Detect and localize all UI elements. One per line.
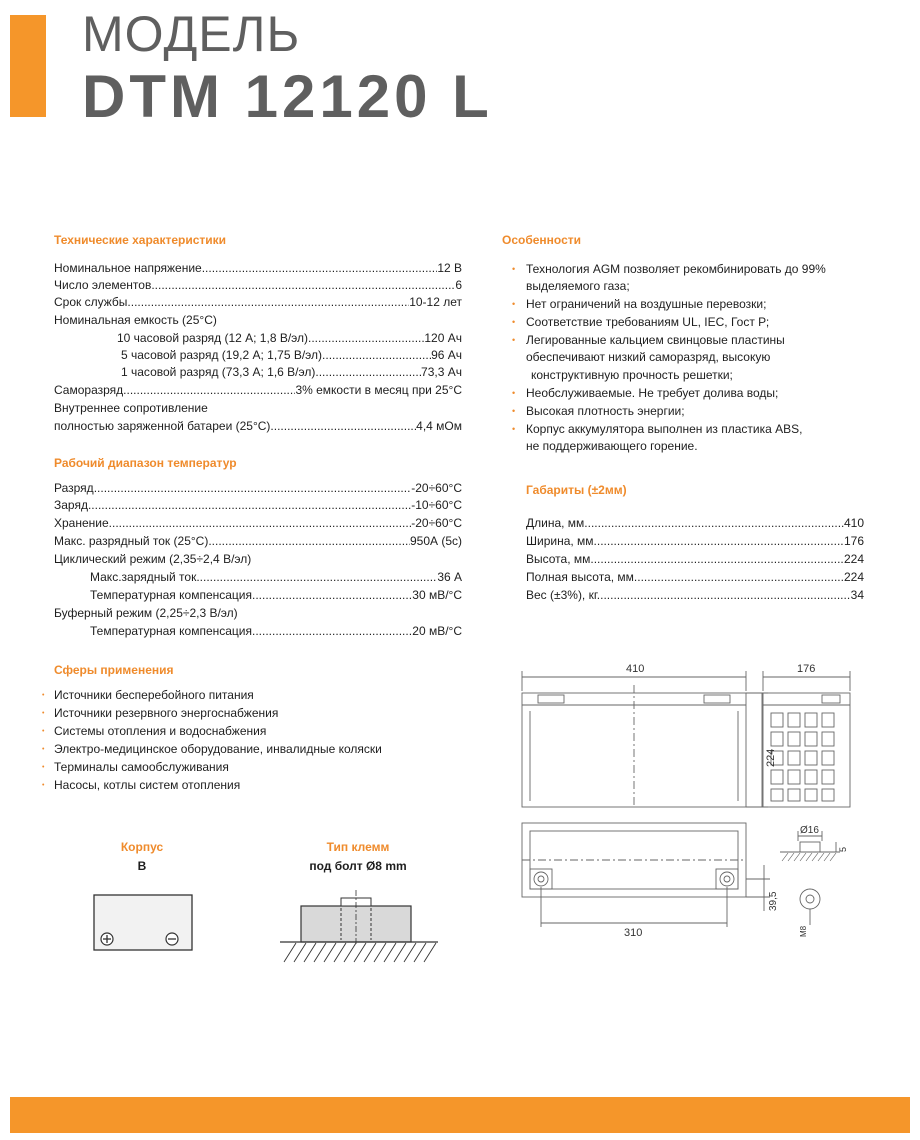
temp-value: 36 А: [437, 570, 462, 584]
side-view-ribs: [771, 713, 834, 801]
dim-spacing-label: 310: [624, 927, 643, 939]
temp-row: [54, 515, 462, 532]
temp-label: Температурная компенсация: [90, 588, 252, 602]
dim-row: [526, 569, 864, 586]
feature-item: • Соответствие требованиям UL, IEC, Гост Р;: [526, 314, 769, 331]
dim-label: Вес (±3%), кг.: [526, 588, 601, 602]
temp-label: Температурная компенсация: [90, 624, 252, 638]
dim-value: 224: [843, 570, 864, 584]
dim-terminal-diameter-label: Ø16: [800, 825, 819, 836]
spec-label: Номинальное напряжение: [54, 261, 202, 275]
temp-value: 20 мВ/°С: [412, 624, 462, 638]
temp-value: 30 мВ/°С: [412, 588, 462, 602]
spec-label: Срок службы: [54, 295, 128, 309]
dim-label: Ширина, мм.: [526, 534, 597, 548]
app-item: • Источники бесперебойного питания: [54, 687, 254, 704]
ground-hatch: [284, 943, 436, 962]
dim-terminal-depth-label: 5: [838, 846, 848, 852]
temp-row: [90, 623, 462, 640]
spec-row: [121, 347, 462, 364]
spec-label: Саморазряд: [54, 383, 124, 397]
temp-label: Хранение: [54, 516, 109, 530]
case-value: B: [137, 859, 147, 873]
app-item: • Источники резервного энергоснабжения: [54, 705, 278, 722]
temp-value: -20÷60°С: [411, 516, 462, 530]
spec-row: [121, 364, 462, 381]
app-item: • Насосы, котлы систем отопления: [54, 777, 240, 794]
dim-length-label: 410: [626, 663, 645, 675]
spec-value: 96 Ач: [431, 348, 462, 362]
feature-item-cont: не поддерживающего горение.: [526, 439, 698, 453]
spec-value: 3% емкости в месяц при 25°С: [295, 383, 462, 397]
apps-heading: Сферы применения: [54, 663, 174, 677]
spec-row: [117, 330, 462, 347]
temp-row: [90, 569, 462, 586]
temp-heading: Рабочий диапазон температур: [54, 456, 237, 470]
spec-label: 5 часовой разряд (19,2 А; 1,75 В/эл): [121, 348, 323, 362]
feature-item: • Нет ограничений на воздушные перевозки;: [526, 296, 766, 313]
feature-item: • Высокая плотность энергии;: [526, 403, 685, 420]
spec-value: 4,4 мОм: [416, 419, 462, 433]
spec-value: 73,3 Ач: [421, 365, 462, 379]
dim-label: Полная высота, мм.: [526, 570, 638, 584]
app-item: • Системы отопления и водоснабжения: [54, 723, 266, 740]
spec-row: [54, 260, 462, 277]
feature-item: • Корпус аккумулятора выполнен из пластика ABS,: [526, 421, 803, 438]
temp-label: Разряд: [54, 481, 94, 495]
capacity-heading: Номинальная емкость (25°С): [54, 313, 217, 327]
spec-label: Число элементов: [54, 278, 152, 292]
terminal-value: под болт Ø8 mm: [309, 859, 407, 873]
model-name: DTM 12120 L: [82, 63, 493, 130]
features-heading: Особенности: [502, 233, 582, 247]
dim-value: 34: [850, 588, 864, 602]
spec-row: [54, 382, 462, 399]
model-label: МОДЕЛЬ: [82, 6, 301, 62]
terminal-negative-icon: [720, 872, 734, 886]
feature-item: • Легированные кальцием свинцовые пластины: [526, 332, 785, 349]
spec-row: [54, 294, 462, 311]
temp-label: Заряд: [54, 498, 88, 512]
temp-value: -20÷60°С: [411, 481, 462, 495]
dim-value: 410: [843, 516, 864, 530]
dim-value: 224: [843, 552, 864, 566]
feature-item-cont: обеспечивают низкий саморазряд, высокую: [526, 350, 771, 364]
spec-label: полностью заряженной батареи (25°С): [54, 419, 271, 433]
temp-row: [54, 480, 462, 497]
spec-value: 120 Ач: [424, 331, 462, 345]
case-drawing: [90, 890, 200, 956]
tech-heading: Технические характеристики: [54, 233, 227, 247]
dim-row: [526, 587, 864, 604]
dim-label: Высота, мм.: [526, 552, 594, 566]
dim-terminal-height-label: 39,5: [768, 891, 779, 911]
minus-terminal-icon: [166, 933, 178, 945]
temp-row: [54, 497, 462, 514]
feature-item: • Необслуживаемые. Не требует долива воды;: [526, 385, 778, 402]
terminal-heading: Тип клемм: [326, 840, 390, 854]
battery-technical-drawing: [500, 655, 910, 940]
dim-row: [526, 533, 864, 550]
feature-item-cont: выделяемого газа;: [526, 279, 630, 293]
dim-height-label: 224: [765, 748, 777, 767]
dim-row: [526, 551, 864, 568]
feature-item-cont: конструктивную прочность решетки;: [531, 368, 733, 382]
terminal-detail-hatch: [782, 853, 836, 861]
spec-value: 6: [455, 278, 462, 292]
case-heading: Корпус: [120, 840, 164, 854]
app-item: • Терминалы самообслуживания: [54, 759, 229, 776]
dim-label: Длина, мм.: [526, 516, 588, 530]
app-item: • Электро-медицинское оборудование, инвалидные коляски: [54, 741, 382, 758]
resistance-heading: Внутреннее сопротивление: [54, 401, 208, 415]
temp-value: 950А (5с): [409, 534, 462, 548]
footer-bar: [10, 1097, 910, 1133]
dims-heading: Габариты (±2мм): [526, 483, 627, 497]
cyclic-heading: Циклический режим (2,35÷2,4 В/эл): [54, 552, 252, 566]
spec-label: 1 часовой разряд (73,3 А; 1,6 В/эл): [121, 365, 316, 379]
temp-label: Макс. разрядный ток (25°С): [54, 534, 209, 548]
temp-label: Макс.зарядный ток: [90, 570, 197, 584]
feature-item: • Технология AGM позволяет рекомбинировать до 99%: [526, 261, 826, 278]
buffer-heading: Буферный режим (2,25÷2,3 В/эл): [54, 606, 238, 620]
spec-label: 10 часовой разряд (12 А; 1,8 В/эл): [117, 331, 309, 345]
spec-row: [54, 277, 462, 294]
terminal-positive-icon: [534, 872, 548, 886]
terminal-drawing: [278, 882, 440, 964]
dim-row: [526, 515, 864, 532]
temp-row: [90, 587, 462, 604]
spec-value: 12 В: [437, 261, 462, 275]
spec-value: 10-12 лет: [409, 295, 462, 309]
bolt-label: M8: [799, 925, 808, 937]
temp-row: [54, 533, 462, 550]
accent-bar: [10, 15, 46, 117]
temp-value: -10÷60°С: [411, 498, 462, 512]
terminal-top-circle: [800, 889, 820, 909]
dim-value: 176: [843, 534, 864, 548]
plus-terminal-icon: [101, 933, 113, 945]
spec-row: [54, 418, 462, 435]
dim-width-label: 176: [797, 663, 816, 675]
